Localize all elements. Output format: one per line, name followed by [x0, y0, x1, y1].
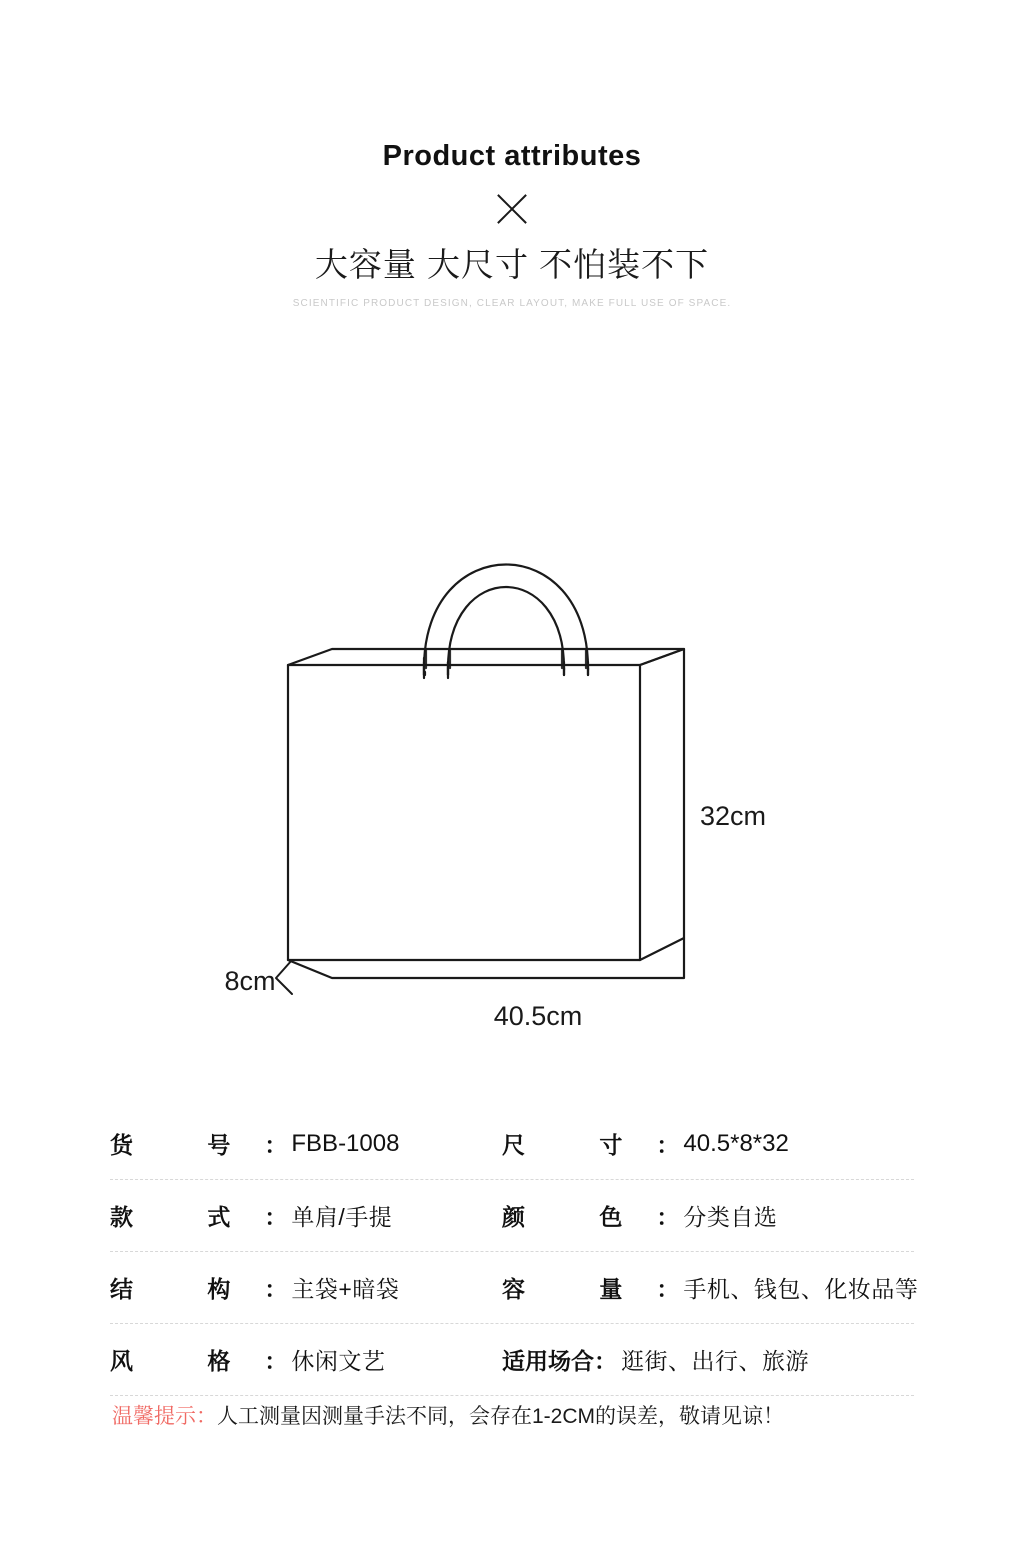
spec-value: 休闲文艺 — [291, 1348, 386, 1374]
cross-icon — [492, 189, 532, 229]
table-row — [110, 1252, 919, 1324]
note-label: 温馨提示： — [112, 1405, 217, 1428]
spec-value: 分类自选 — [683, 1204, 778, 1230]
dimension-width-label: 40.5cm — [493, 1001, 583, 1031]
spec-label: 货 号 — [110, 1132, 265, 1158]
spec-colon: ： — [264, 1276, 288, 1302]
spec-colon: ： — [594, 1348, 617, 1374]
note-text: 人工测量因测量手法不同，会存在1-2CM的误差，敬请见谅！ — [217, 1405, 785, 1428]
spec-cell-style-type — [110, 1324, 502, 1395]
spec-label: 款 式 — [110, 1204, 265, 1230]
dimension-depth-label: 8cm — [224, 966, 276, 996]
spec-value: 手机、钱包、化妆品等 — [683, 1276, 919, 1302]
spec-colon: ： — [656, 1132, 680, 1158]
spec-label: 颜 色 — [502, 1204, 657, 1230]
table-row — [110, 1108, 914, 1180]
spec-table — [110, 1108, 919, 1396]
spec-cell-size — [502, 1108, 914, 1179]
spec-cell-occasion — [502, 1324, 914, 1395]
header-block — [0, 140, 1024, 309]
spec-label: 尺 寸 — [502, 1132, 657, 1158]
spec-colon: ： — [264, 1132, 288, 1158]
spec-value: 主袋+暗袋 — [291, 1276, 400, 1302]
dimension-height-label: 32cm — [700, 801, 767, 831]
spec-label: 风 格 — [110, 1348, 265, 1374]
spec-value: 单肩/手提 — [291, 1204, 393, 1230]
spec-colon: ： — [656, 1204, 680, 1230]
spec-cell-structure — [110, 1252, 502, 1323]
spec-value: FBB-1008 — [291, 1129, 400, 1157]
tote-bag-illustration — [0, 400, 1024, 1060]
spec-label: 适用场合 — [502, 1348, 594, 1374]
table-row — [110, 1180, 914, 1252]
spec-value: 逛街、出行、旅游 — [621, 1348, 809, 1374]
spec-cell-item-no — [110, 1108, 502, 1179]
spec-colon: ： — [264, 1348, 288, 1374]
header-english-caption: SCIENTIFIC PRODUCT DESIGN, CLEAR LAYOUT, MAKE FULL USE OF SPACE. — [292, 298, 732, 309]
page-title: Product attributes — [382, 140, 642, 172]
tote-bag-line-drawing — [0, 400, 1024, 1060]
spec-cell-style — [110, 1180, 502, 1251]
spec-cell-capacity — [502, 1252, 919, 1323]
spec-value: 40.5*8*32 — [683, 1129, 789, 1157]
warm-tip-note — [112, 1400, 932, 1430]
header-subtitle: 大容量 大尺寸 不怕装不下 — [314, 246, 710, 283]
table-row — [110, 1324, 914, 1396]
spec-label: 结 构 — [110, 1276, 265, 1302]
spec-label: 容 量 — [502, 1276, 657, 1302]
spec-colon: ： — [656, 1276, 680, 1302]
spec-colon: ： — [264, 1204, 288, 1230]
spec-cell-color — [502, 1180, 914, 1251]
